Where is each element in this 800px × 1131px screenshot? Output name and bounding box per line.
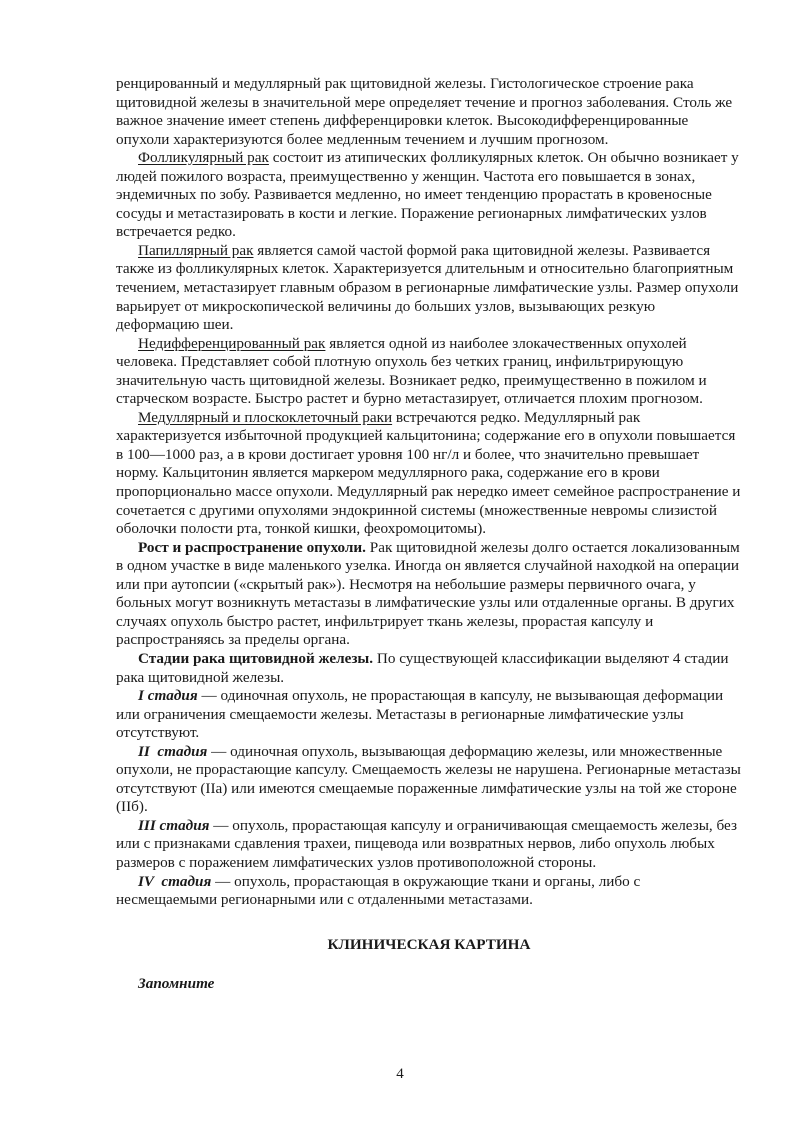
term-stage-4: IV стадия bbox=[138, 872, 212, 890]
term-stage-1: I стадия bbox=[138, 687, 198, 705]
paragraph-text: Рак щитовидной железы долго остается локализованным в одном участке в виде маленького узелка. Иногда он является случайной находкой на операции или при аутопсии («скрытый рак»). Несмотря на небольшие размеры первичного очага, у больных могут возникнуть метастазы в лимфатические узлы или отдаленные органы. В других случаях опухоль быстро растет, инфильтрирует ткань железы, прорастая капсулу и распространяясь за пределы органа. bbox=[116, 538, 740, 649]
paragraph-growth-spread bbox=[116, 539, 742, 650]
paragraph-medullary-cancer bbox=[116, 409, 742, 539]
paragraph-stage-2 bbox=[116, 743, 742, 817]
paragraph-stage-3 bbox=[116, 817, 742, 873]
term-medullary-cancer: Медуллярный и плоскоклеточный раки bbox=[138, 408, 393, 426]
paragraph-text: — опухоль, прорастающая капсулу и ограничивающая смещаемость железы, без или с признаками сдавления трахеи, пищевода или возвратных нервов, либо опухоль любых размеров с поражением лимфатических узлов противоположной стороны. bbox=[116, 816, 737, 871]
paragraph-text: ренцированный и медуллярный рак щитовидной железы. Гистологическое строение рака щитовидной железы в значительной мере определяет течение и прогноз заболевания. Столь же важное значение имеет степень дифференцировки клеток. Высокодифференцированные опухоли характеризуются более медленным течением и лучшим прогнозом. bbox=[116, 75, 733, 148]
paragraph-text: является самой частой формой рака щитовидной железы. Развивается также из фолликулярных клеток. Характеризуется длительным и относительно благоприятным течением, метастазирует главным образом в регионарные лимфатические узлы. Размер опухоли варьирует от микроскопической величины до больших узлов, вызывающих резкую деформацию шеи. bbox=[116, 241, 739, 334]
paragraph-papillary-cancer bbox=[116, 242, 742, 335]
term-follicular-cancer: Фолликулярный рак bbox=[138, 149, 269, 167]
paragraph-text: является одной из наиболее злокачественных опухолей человека. Представляет собой плотную опухоль без четких границ, инфильтрирующую значительную часть щитовидной железы. Возникает редко, преимущественно в пожилом и старческом возрасте. Быстро растет и бурно метастазирует, отличается плохим прогнозом. bbox=[116, 334, 707, 408]
term-stage-3: III стадия bbox=[138, 816, 210, 834]
paragraph-text: — одиночная опухоль, вызывающая деформацию железы, или множественные опухоли, не прорастающие капсулу. Смещаемость железы не нарушена. Регионарные метастазы отсутствуют (IIа) или имеются смещаемые пораженные лимфатические узлы на той же стороне (IIб). bbox=[116, 742, 741, 816]
term-papillary-cancer: Папиллярный рак bbox=[138, 241, 254, 259]
term-stages: Стадии рака щитовидной железы. bbox=[138, 649, 374, 667]
paragraph-undifferentiated-cancer bbox=[116, 335, 742, 409]
document-page bbox=[116, 75, 742, 994]
paragraph-text: состоит из атипических фолликулярных клеток. Он обычно возникает у людей пожилого возраста, преимущественно у женщин. Частота его повышается в зонах, эндемичных по зобу. Развивается медленно, но имеет тенденцию прорастать в кровеносные сосуды и метастазировать в кости и легкие. Поражение регионарных лимфатических узлов встречается редко. bbox=[116, 149, 739, 241]
paragraph-text: — одиночная опухоль, не прорастающая в капсулу, не вызывающая деформации или ограничения смещаемости железы. Метастазы в регионарные лимфатические узлы отсутствуют. bbox=[116, 687, 724, 742]
paragraph-follicular-cancer bbox=[116, 149, 742, 242]
paragraph-stage-1 bbox=[116, 687, 742, 743]
page-number: 4 bbox=[396, 1066, 404, 1082]
term-undifferentiated-cancer: Недифференцированный рак bbox=[138, 334, 326, 352]
paragraph-text: — опухоль, прорастающая в окружающие ткани и органы, либо с несмещаемыми регионарными или с отдаленными метастазами. bbox=[116, 872, 641, 909]
paragraph-stage-4 bbox=[116, 873, 742, 910]
paragraph-text: По существующей классификации выделяют 4 стадии рака щитовидной железы. bbox=[116, 649, 729, 686]
paragraph-text: встречаются редко. Медуллярный рак характеризуется избыточной продукцией кальцитонина; содержание его в опухоли повышается в 100—1000 раз, а в крови достигает уровня 100 нг/л и более, что значительно превышает норму. Кальцитонин является маркером медуллярного рака, содержание его в крови пропорционально массе опухоли. Медуллярный рак нередко имеет семейное распространение и сочетается с другими опухолями эндокринной системы (множественные невромы слизистой оболочки полости рта, тонкой кишки, феохромоцитомы). bbox=[116, 408, 741, 538]
term-stage-2: II стадия bbox=[138, 742, 208, 760]
section-heading: КЛИНИЧЕСКАЯ КАРТИНА bbox=[327, 935, 531, 953]
paragraph-intro bbox=[116, 75, 742, 149]
paragraph-stages bbox=[116, 650, 742, 687]
remember-label: Запомните bbox=[138, 975, 215, 993]
term-growth-spread: Рост и распространение опухоли. bbox=[138, 538, 366, 556]
